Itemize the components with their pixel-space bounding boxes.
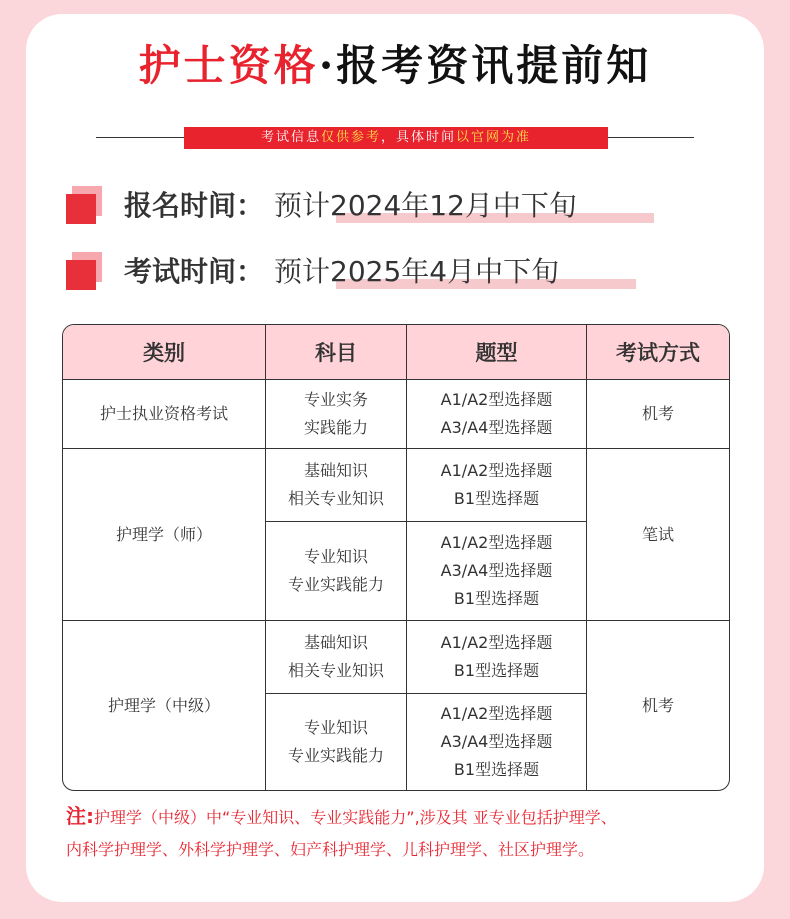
- exam-info-table: [62, 324, 730, 791]
- question-type-cell: A1/A2型选择题 A3/A4型选择题 B1型选择题: [407, 522, 587, 621]
- method-cell: 笔试: [587, 449, 729, 621]
- subtitle-banner: [184, 127, 608, 149]
- method-cell: 机考: [641, 695, 674, 715]
- subject-cell: 专业知识 专业实践能力: [266, 522, 407, 621]
- question-type-cell: A1/A2型选择题 A3/A4型选择题: [407, 380, 587, 449]
- header-exam-method: 考试方式: [587, 325, 729, 380]
- table-row: [63, 621, 729, 694]
- subject-cell: 基础知识 相关专业知识: [266, 449, 407, 522]
- note-line-1: 护理学（中级）中“专业知识、专业实践能力”,涉及其 亚专业包括护理学、: [94, 808, 617, 827]
- footnote: [66, 800, 746, 866]
- note-line-2: 内科学护理学、外科学护理学、妇产科护理学、儿科护理学、社区护理学。: [66, 840, 595, 859]
- header-subject: 科目: [266, 325, 407, 380]
- category-cell: 护理学（中级）: [63, 621, 266, 790]
- note-prefix: 注:: [66, 804, 94, 828]
- registration-time-value: 预计2024年12月中下旬: [274, 189, 577, 222]
- question-type-cell: A1/A2型选择题 A3/A4型选择题 B1型选择题: [407, 694, 587, 790]
- exam-time-label: 考试时间：: [124, 255, 265, 288]
- method-cell: 机考: [587, 380, 729, 449]
- subject-cell: 专业知识 专业实践能力: [266, 694, 407, 790]
- subtitle-text-1: 考试信息: [260, 130, 321, 145]
- square-bullet-icon: [66, 186, 106, 230]
- registration-time-label: 报名时间：: [124, 189, 265, 222]
- category-cell: 护士执业资格考试: [63, 380, 266, 449]
- subject-cell: 基础知识 相关专业知识: [266, 621, 407, 694]
- title-highlight: 护士资格: [138, 41, 319, 90]
- square-bullet-icon: [66, 252, 106, 296]
- title-main: ·报考资讯提前知: [318, 41, 652, 90]
- exam-time-value: 预计2025年4月中下旬: [274, 255, 560, 288]
- subject-cell: 专业实务 实践能力: [266, 380, 407, 449]
- table-header-row: [63, 325, 729, 380]
- subtitle-text-3: ，具体时间: [381, 130, 457, 145]
- category-cell: 护理学（师）: [63, 449, 266, 621]
- subtitle-text-4: 以官网为准: [456, 130, 532, 145]
- header-category: 类别: [63, 325, 266, 380]
- header-question-type: 题型: [407, 325, 587, 380]
- subtitle-text-2: 仅供参考: [320, 130, 381, 145]
- question-type-cell: A1/A2型选择题 B1型选择题: [407, 449, 587, 522]
- page-title: [0, 40, 790, 92]
- table-row: [63, 380, 729, 449]
- question-type-cell: A1/A2型选择题 B1型选择题: [407, 621, 587, 694]
- table-row: [63, 449, 729, 522]
